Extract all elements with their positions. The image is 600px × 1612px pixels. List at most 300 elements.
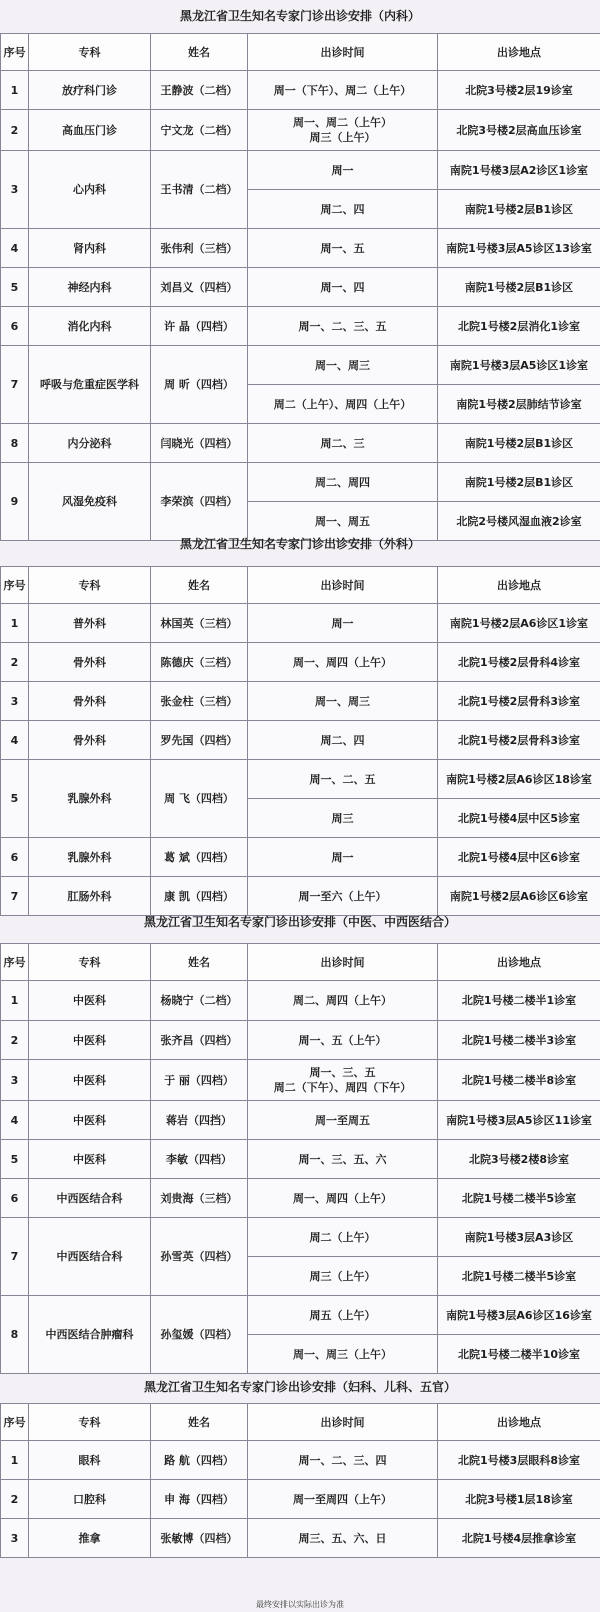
cell-place (438, 190, 600, 229)
cell-doctor-name (151, 838, 248, 877)
cell-place (438, 346, 600, 385)
table-row (1, 1179, 600, 1218)
cell-doctor-name-text: 张敏博（四档） (160, 1531, 238, 1545)
section-title: 黑龙江省卫生知名专家门诊出诊安排（妇科、儿科、五官） (143, 1380, 456, 1394)
cell-doctor-name-text: 陈德庆（三档） (160, 655, 238, 669)
table-row (1, 229, 600, 268)
table-row (1, 1441, 600, 1480)
cell-place-text: 南院1号楼3层A5诊区11诊室 (446, 1113, 592, 1127)
cell-time-text: 周一、二、五 (309, 772, 376, 786)
cell-no-text: 8 (10, 1328, 19, 1341)
cell-no (1, 1179, 29, 1218)
header-specialty (29, 567, 151, 604)
cell-time (248, 1257, 438, 1296)
cell-no (1, 721, 29, 760)
table-row (1, 424, 600, 463)
cell-place (438, 268, 600, 307)
table-row (1, 1480, 600, 1519)
header-time (248, 944, 438, 981)
cell-specialty (29, 268, 151, 307)
cell-place (438, 838, 600, 877)
cell-place (438, 1179, 600, 1218)
cell-place (438, 385, 600, 424)
cell-time-text: 周一、五（上午） (298, 1033, 387, 1047)
cell-place-text: 北院1号楼2层骨科4诊室 (458, 655, 580, 669)
cell-no (1, 268, 29, 307)
cell-specialty (29, 1218, 151, 1296)
cell-doctor-name-text: 李荣滨（四档） (160, 495, 238, 508)
cell-specialty-text: 消化内科 (67, 319, 112, 333)
table-row (1, 1140, 600, 1179)
cell-doctor-name-text: 闫晓光（四档） (160, 436, 238, 450)
header-specialty-text: 专科 (78, 1415, 101, 1429)
header-place (438, 1404, 600, 1441)
cell-doctor-name-text: 刘贵海（三档） (160, 1191, 238, 1205)
cell-specialty (29, 682, 151, 721)
header-name (151, 34, 248, 71)
table-row (1, 1519, 600, 1558)
cell-time (248, 1335, 438, 1374)
cell-specialty-text: 中医科 (73, 1113, 106, 1127)
cell-place-text: 北院3号楼2楼8诊室 (469, 1152, 569, 1166)
schedule-table (0, 33, 600, 541)
schedule-table (0, 943, 600, 1374)
cell-doctor-name (151, 1101, 248, 1140)
cell-doctor-name-text: 申 海（四档） (164, 1492, 234, 1506)
cell-no-text: 3 (10, 1531, 19, 1545)
cell-place-text: 北院1号楼二楼半1诊室 (461, 994, 577, 1007)
header-no (1, 567, 29, 604)
cell-specialty-text: 中医科 (73, 994, 106, 1007)
header-no (1, 34, 29, 71)
cell-doctor-name (151, 721, 248, 760)
cell-doctor-name-text: 蒋岩（四挡） (166, 1113, 232, 1127)
cell-no-text: 9 (10, 495, 19, 508)
cell-time-text: 周一 (331, 163, 354, 177)
header-place (438, 34, 600, 71)
schedule-table (0, 566, 600, 916)
cell-time-text: 周一、周三（上午） (293, 1347, 392, 1361)
cell-time (248, 1519, 438, 1558)
cell-time-text: 周一、二、三、五 (298, 319, 387, 333)
cell-specialty (29, 643, 151, 682)
cell-time-text: 周一 (331, 850, 354, 864)
cell-place-text: 北院3号楼2层19诊室 (465, 83, 573, 97)
cell-no (1, 760, 29, 838)
table-row (1, 643, 600, 682)
cell-no (1, 1519, 29, 1558)
cell-time-text: 周三、五、六、日 (298, 1531, 387, 1545)
cell-place-text: 南院1号楼2层A6诊区1诊室 (449, 616, 589, 630)
cell-specialty (29, 110, 151, 151)
cell-specialty (29, 604, 151, 643)
cell-time (248, 110, 438, 151)
cell-doctor-name (151, 682, 248, 721)
cell-place-text: 南院1号楼3层A2诊区1诊室 (449, 163, 589, 177)
table-row (1, 760, 600, 799)
cell-doctor-name-text: 张金柱（三档） (160, 694, 238, 708)
cell-place-text: 北院1号楼2层消化1诊室 (458, 319, 580, 333)
header-time (248, 567, 438, 604)
table-row (1, 1218, 600, 1257)
cell-doctor-name-text: 王书清（二档） (160, 183, 238, 196)
cell-doctor-name (151, 346, 248, 424)
cell-time (248, 1101, 438, 1140)
header-name (151, 567, 248, 604)
cell-no-text: 1 (10, 616, 19, 630)
header-place-text: 出诊地点 (497, 1415, 541, 1429)
cell-doctor-name-text: 孙雪英（四档） (160, 1250, 238, 1263)
cell-time (248, 877, 438, 916)
cell-time-text: 周一、周三 (315, 358, 370, 372)
cell-time (248, 385, 438, 424)
cell-place (438, 1140, 600, 1179)
cell-time-text: 周一（下午）、周二（上午） (273, 83, 412, 97)
header-row (1, 944, 600, 981)
cell-doctor-name-text: 王静波（二档） (160, 83, 238, 97)
header-name-text: 姓名 (188, 1415, 210, 1429)
cell-no-text: 5 (10, 792, 19, 805)
cell-place-text: 北院2号楼风湿血液2诊室 (456, 514, 582, 528)
cell-place-text: 北院1号楼二楼半8诊室 (461, 1073, 577, 1087)
cell-no-text: 4 (10, 1113, 19, 1127)
cell-no (1, 604, 29, 643)
cell-specialty-text: 放疗科门诊 (62, 83, 117, 97)
cell-place (438, 1441, 600, 1480)
header-specialty-text: 专科 (78, 955, 101, 969)
cell-time-text: 周二、周四（上午） (293, 994, 392, 1007)
cell-place-text: 北院1号楼4层推拿诊室 (461, 1531, 577, 1545)
cell-place (438, 1257, 600, 1296)
cell-time (248, 151, 438, 190)
cell-specialty (29, 1060, 151, 1101)
cell-place (438, 1519, 600, 1558)
cell-specialty (29, 1296, 151, 1374)
table-row (1, 307, 600, 346)
cell-time (248, 1021, 438, 1060)
cell-no-text: 7 (10, 378, 19, 391)
cell-place (438, 424, 600, 463)
cell-specialty-text: 骨外科 (73, 655, 106, 669)
cell-time (248, 838, 438, 877)
cell-time-text: 周二、四 (320, 733, 365, 747)
cell-doctor-name-text: 孙玺媛（四档） (160, 1328, 238, 1341)
table-row (1, 604, 600, 643)
header-time-text: 出诊时间 (320, 45, 365, 59)
cell-no-text: 5 (10, 280, 19, 294)
cell-specialty-text: 骨外科 (73, 694, 106, 708)
cell-time (248, 1179, 438, 1218)
cell-time-text: 周一、周二（上午） 周三（上午） (293, 116, 392, 144)
cell-time (248, 682, 438, 721)
cell-specialty-text: 风湿免疫科 (62, 495, 117, 508)
table-row (1, 71, 600, 110)
cell-time-text: 周二、四 (320, 202, 365, 216)
cell-specialty-text: 心内科 (73, 183, 106, 196)
cell-specialty-text: 乳腺外科 (67, 850, 112, 864)
header-time-text: 出诊时间 (320, 955, 365, 969)
cell-time (248, 346, 438, 385)
header-no-text: 序号 (3, 578, 26, 592)
schedule-table (0, 1403, 600, 1558)
cell-no-text: 6 (10, 319, 19, 333)
header-specialty-text: 专科 (78, 578, 101, 592)
cell-time (248, 229, 438, 268)
cell-specialty (29, 1480, 151, 1519)
cell-no-text: 8 (10, 436, 19, 450)
cell-no (1, 1101, 29, 1140)
cell-time (248, 1296, 438, 1335)
cell-place (438, 151, 600, 190)
cell-doctor-name (151, 1441, 248, 1480)
cell-place-text: 北院1号楼二楼半5诊室 (461, 1191, 577, 1205)
header-name-text: 姓名 (188, 578, 210, 592)
cell-doctor-name (151, 643, 248, 682)
cell-doctor-name (151, 1140, 248, 1179)
cell-time (248, 71, 438, 110)
cell-place (438, 1101, 600, 1140)
cell-doctor-name-text: 路 航（四档） (164, 1453, 234, 1467)
cell-specialty (29, 877, 151, 916)
cell-doctor-name-text: 刘昌义（四档） (160, 280, 238, 294)
header-row (1, 34, 600, 71)
cell-place (438, 1060, 600, 1101)
cell-specialty-text: 口腔科 (73, 1492, 106, 1506)
cell-doctor-name-text: 周 飞（四档） (164, 792, 234, 805)
cell-time-text: 周一、周三 (315, 694, 370, 708)
cell-time-text: 周一、四 (320, 280, 365, 294)
cell-doctor-name (151, 268, 248, 307)
cell-time-text: 周三 (331, 811, 354, 825)
cell-specialty (29, 838, 151, 877)
cell-time-text: 周一、周四（上午） (293, 655, 392, 669)
header-place (438, 944, 600, 981)
header-place-text: 出诊地点 (497, 955, 541, 969)
cell-doctor-name (151, 71, 248, 110)
cell-time-text: 周一至六（上午） (298, 889, 387, 903)
cell-time (248, 799, 438, 838)
cell-doctor-name (151, 307, 248, 346)
cell-specialty (29, 981, 151, 1021)
header-specialty-text: 专科 (78, 45, 101, 59)
cell-place (438, 307, 600, 346)
cell-doctor-name-text: 张伟利（三档） (160, 241, 238, 255)
cell-doctor-name-text: 葛 斌（四档） (164, 850, 234, 864)
cell-time (248, 1480, 438, 1519)
cell-no (1, 877, 29, 916)
cell-specialty (29, 346, 151, 424)
table-row (1, 721, 600, 760)
cell-place-text: 北院1号楼4层中区6诊室 (458, 850, 580, 864)
header-name (151, 1404, 248, 1441)
cell-no (1, 424, 29, 463)
table-row (1, 838, 600, 877)
cell-doctor-name-text: 宁文龙（二档） (160, 123, 238, 137)
cell-specialty-text: 神经内科 (67, 280, 112, 294)
header-time (248, 34, 438, 71)
cell-time-text: 周二、三 (320, 436, 365, 450)
cell-no-text: 6 (10, 850, 19, 864)
cell-place (438, 229, 600, 268)
cell-time (248, 643, 438, 682)
cell-no-text: 1 (10, 1453, 19, 1467)
cell-place-text: 北院1号楼二楼半10诊室 (458, 1347, 580, 1361)
cell-specialty (29, 151, 151, 229)
cell-no (1, 1480, 29, 1519)
cell-place-text: 南院1号楼2层B1诊区 (464, 475, 574, 489)
cell-place (438, 1296, 600, 1335)
cell-no (1, 463, 29, 541)
cell-no (1, 151, 29, 229)
cell-place-text: 南院1号楼2层A6诊区6诊室 (449, 889, 589, 903)
header-no-text: 序号 (3, 1415, 26, 1429)
cell-time-text: 周二（上午） (309, 1230, 376, 1244)
cell-specialty (29, 1140, 151, 1179)
cell-no-text: 7 (10, 889, 19, 903)
cell-specialty-text: 推拿 (78, 1531, 101, 1545)
cell-doctor-name (151, 604, 248, 643)
cell-specialty-text: 中西医结合科 (56, 1250, 123, 1263)
cell-no-text: 3 (10, 183, 19, 196)
header-specialty (29, 1404, 151, 1441)
cell-doctor-name (151, 877, 248, 916)
cell-place (438, 682, 600, 721)
cell-no (1, 643, 29, 682)
cell-doctor-name-text: 于 丽（四档） (164, 1073, 234, 1087)
cell-specialty-text: 中医科 (73, 1073, 106, 1087)
cell-no-text: 1 (10, 994, 19, 1007)
cell-place-text: 北院1号楼4层中区5诊室 (458, 811, 580, 825)
cell-place (438, 463, 600, 502)
cell-place-text: 北院3号楼1层18诊室 (465, 1492, 573, 1506)
cell-time (248, 1218, 438, 1257)
cell-place (438, 760, 600, 799)
cell-time (248, 981, 438, 1021)
cell-doctor-name-text: 康 凯（四档） (164, 889, 234, 903)
cell-doctor-name-text: 许 晶（四档） (164, 319, 234, 333)
cell-no (1, 682, 29, 721)
cell-specialty-text: 内分泌科 (67, 436, 112, 450)
cell-no-text: 6 (10, 1191, 19, 1205)
cell-specialty-text: 肛肠外科 (67, 889, 112, 903)
cell-place (438, 71, 600, 110)
cell-place (438, 799, 600, 838)
cell-place-text: 南院1号楼2层B1诊区 (464, 202, 574, 216)
cell-place (438, 110, 600, 151)
cell-time (248, 760, 438, 799)
cell-time (248, 604, 438, 643)
cell-time (248, 1441, 438, 1480)
table-row (1, 463, 600, 502)
cell-doctor-name (151, 1218, 248, 1296)
cell-specialty (29, 721, 151, 760)
section-title: 黑龙江省卫生知名专家门诊出诊安排（中医、中西医结合） (143, 915, 456, 929)
cell-place-text: 南院1号楼3层A5诊区1诊室 (449, 358, 589, 372)
cell-time (248, 1060, 438, 1101)
cell-place (438, 1335, 600, 1374)
cell-specialty-text: 高血压门诊 (62, 123, 117, 137)
cell-specialty (29, 424, 151, 463)
cell-specialty (29, 1021, 151, 1060)
cell-time (248, 190, 438, 229)
cell-no (1, 1140, 29, 1179)
cell-time-text: 周二（上午）、周四（上午） (273, 397, 412, 411)
header-specialty (29, 944, 151, 981)
cell-place (438, 604, 600, 643)
cell-place-text: 南院1号楼3层A6诊区16诊室 (446, 1308, 592, 1322)
cell-place-text: 南院1号楼2层肺结节诊室 (456, 397, 582, 411)
header-name-text: 姓名 (188, 45, 210, 59)
section-title: 黑龙江省卫生知名专家门诊出诊安排（外科） (179, 537, 420, 551)
cell-doctor-name (151, 1179, 248, 1218)
cell-place-text: 南院1号楼3层A3诊区 (464, 1230, 574, 1244)
cell-time-text: 周一、三、五、六 (298, 1152, 387, 1166)
cell-place (438, 721, 600, 760)
cell-place (438, 981, 600, 1021)
cell-specialty (29, 1519, 151, 1558)
cell-no-text: 2 (10, 655, 19, 669)
cell-place-text: 南院1号楼2层B1诊区 (464, 436, 574, 450)
header-specialty (29, 34, 151, 71)
cell-time-text: 周一、二、三、四 (298, 1453, 387, 1467)
cell-doctor-name (151, 110, 248, 151)
cell-specialty (29, 463, 151, 541)
header-no (1, 1404, 29, 1441)
cell-no-text: 3 (10, 1073, 19, 1087)
cell-specialty-text: 中医科 (73, 1033, 106, 1047)
cell-time-text: 周一、三、五 周二（下午）、周四（下午） (273, 1066, 412, 1094)
cell-place (438, 1480, 600, 1519)
table-row (1, 151, 600, 190)
cell-no (1, 229, 29, 268)
cell-no-text: 2 (10, 1033, 19, 1047)
table-row (1, 981, 600, 1021)
cell-no-text: 1 (10, 83, 19, 97)
cell-time-text: 周三（上午） (309, 1269, 376, 1283)
cell-no (1, 1296, 29, 1374)
cell-doctor-name-text: 张齐昌（四档） (160, 1033, 238, 1047)
cell-specialty-text: 骨外科 (73, 733, 106, 747)
footnote: 最终安排以实际出诊为准 (256, 1600, 344, 1609)
cell-specialty-text: 普外科 (73, 616, 106, 630)
table-row (1, 268, 600, 307)
cell-specialty (29, 1179, 151, 1218)
cell-doctor-name (151, 981, 248, 1021)
cell-specialty (29, 229, 151, 268)
table-row (1, 877, 600, 916)
cell-specialty-text: 眼科 (78, 1453, 101, 1467)
cell-no-text: 7 (10, 1250, 19, 1263)
header-place-text: 出诊地点 (497, 578, 541, 592)
cell-no (1, 838, 29, 877)
cell-specialty (29, 1441, 151, 1480)
cell-doctor-name (151, 1519, 248, 1558)
cell-time (248, 1140, 438, 1179)
table-row (1, 682, 600, 721)
cell-place-text: 北院1号楼2层骨科3诊室 (458, 733, 580, 747)
cell-time-text: 周五（上午） (309, 1308, 376, 1322)
header-name (151, 944, 248, 981)
cell-place-text: 北院1号楼二楼半5诊室 (461, 1269, 577, 1283)
cell-doctor-name-text: 杨晓宁（二档） (160, 994, 238, 1007)
cell-place (438, 1021, 600, 1060)
section-title: 黑龙江省卫生知名专家门诊出诊安排（内科） (179, 9, 420, 23)
cell-time-text: 周二、周四 (315, 475, 370, 489)
header-row (1, 1404, 600, 1441)
cell-specialty-text: 中西医结合肿瘤科 (45, 1328, 134, 1341)
cell-time-text: 周一至周四（上午） (293, 1492, 392, 1506)
cell-no (1, 1441, 29, 1480)
